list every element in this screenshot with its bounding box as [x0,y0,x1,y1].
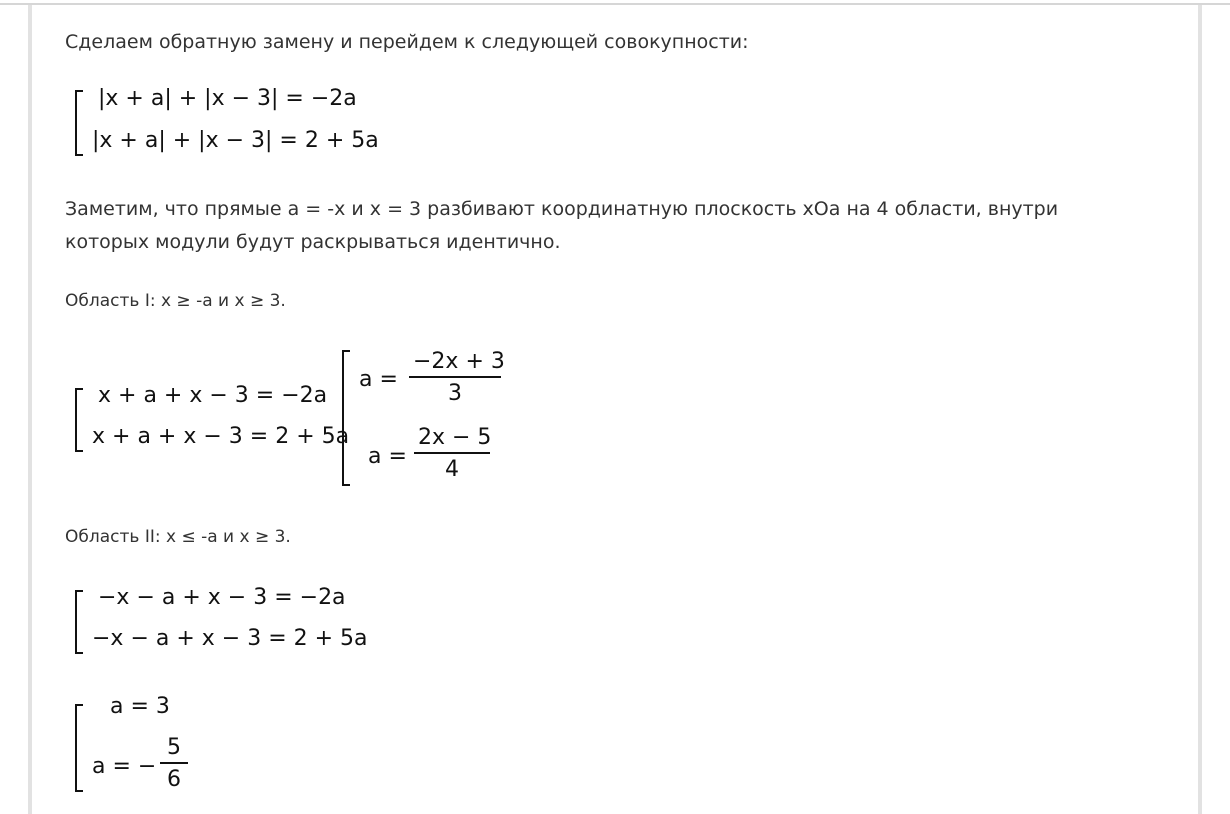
equation-lhs: a = [359,367,398,392]
fraction [414,425,490,482]
paragraph-lines-note: Заметим, что прямые a = -x и x = 3 разбивают координатную плоскость xOa на 4 области, внутри [65,198,1059,220]
square-bracket [75,704,83,792]
square-bracket [75,590,83,654]
region-two-heading: Область II: x ≤ -a и x ≥ 3. [65,527,291,547]
fraction-bar [160,762,188,764]
equation-line: −x − a + x − 3 = −2a [98,585,346,610]
equation-line: |x + a| + |x − 3| = 2 + 5a [92,128,379,153]
equation-line: x + a + x − 3 = 2 + 5a [92,424,350,449]
equation-line: |x + a| + |x − 3| = −2a [98,86,357,111]
solution-card [28,5,1202,814]
equation-line: x + a + x − 3 = −2a [98,383,328,408]
fraction-bar [409,376,501,378]
equation-line: a = 3 [110,694,170,719]
fraction-numerator: 5 [167,735,181,760]
fraction-denominator: 3 [448,381,462,406]
square-bracket [75,90,83,156]
fraction-denominator: 6 [167,767,181,792]
fraction [409,349,505,406]
paragraph-lines-note-cont: которых модули будут раскрываться идентично. [65,231,561,253]
fraction-numerator: 2x − 5 [418,425,492,450]
region-one-heading: Область I: x ≥ -a и x ≥ 3. [65,291,286,311]
fraction-numerator: −2x + 3 [413,349,505,374]
paragraph-substitution: Сделаем обратную замену и перейдем к следующей совокупности: [65,31,749,53]
equation-lhs: a = − [92,754,157,779]
square-bracket [342,350,350,486]
equation-lhs: a = [368,444,407,469]
fraction [160,735,188,792]
square-bracket [75,388,83,452]
fraction-denominator: 4 [445,457,459,482]
fraction-bar [414,452,490,454]
equation-line: −x − a + x − 3 = 2 + 5a [92,626,368,651]
